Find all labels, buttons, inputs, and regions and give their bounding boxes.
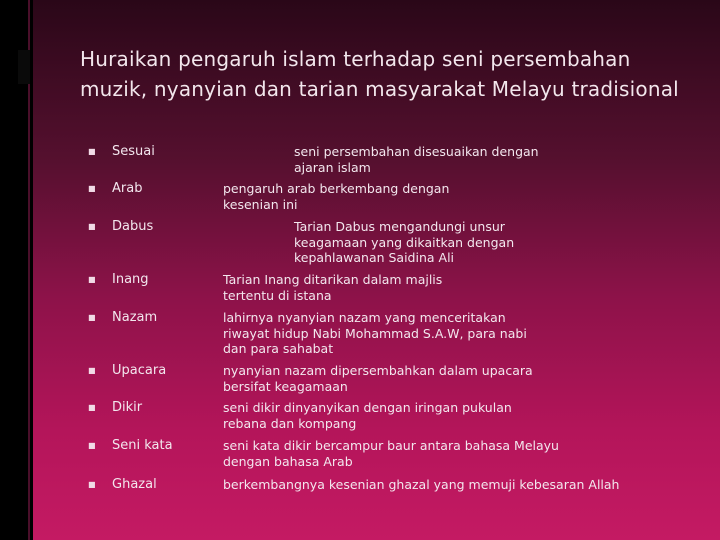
list-item-term: Dikir [112, 400, 143, 415]
bullet-icon: ■ [88, 147, 96, 156]
bullet-icon: ■ [88, 403, 96, 412]
list-item-term: Ghazal [112, 477, 157, 492]
bullet-icon: ■ [88, 184, 96, 193]
bullet-icon: ■ [88, 480, 96, 489]
list-item-term: Nazam [112, 310, 158, 325]
list-item-term: Arab [112, 181, 143, 196]
list-item-term: Inang [112, 272, 149, 287]
list-item-desc: lahirnya nyanyian nazam yang menceritakan riwayat hidup Nabi Mohammad S.A.W, para nabi dan para sahabat [223, 310, 527, 356]
list-item-desc: Tarian Dabus mengandungi unsur keagamaan yang dikaitkan dengan kepahlawanan Saidina Ali [294, 219, 515, 265]
list-item-desc: nyanyian nazam dipersembahkan dalam upacara bersifat keagamaan [223, 363, 533, 394]
list-item-desc: seni kata dikir bercampur baur antara bahasa Melayu dengan bahasa Arab [223, 438, 559, 469]
list-item-desc: seni persembahan disesuaikan dengan ajaran islam [294, 144, 539, 175]
list-item-desc: berkembangnya kesenian ghazal yang memuji kebesaran Allah [223, 477, 620, 492]
list-item-term: Sesuai [112, 144, 155, 159]
list-item-desc: Tarian Inang ditarikan dalam majlis tertentu di istana [223, 272, 443, 303]
list-item-term: Seni kata [112, 438, 173, 453]
title-marker [18, 50, 30, 84]
list-item-term: Dabus [112, 219, 154, 234]
bullet-icon: ■ [88, 275, 96, 284]
bullet-icon: ■ [88, 366, 96, 375]
list-item-term: Upacara [112, 363, 167, 378]
bullet-icon: ■ [88, 441, 96, 450]
slide-title: Huraikan pengaruh islam terhadap seni persembahan muzik, nyanyian dan tarian masyarakat Melayu tradisional [80, 47, 679, 101]
bullet-icon: ■ [88, 222, 96, 231]
list-item-desc: pengaruh arab berkembang dengan kesenian ini [223, 181, 450, 212]
bullet-icon: ■ [88, 313, 96, 322]
list-item-desc: seni dikir dinyanyikan dengan iringan pukulan rebana dan kompang [223, 400, 512, 431]
